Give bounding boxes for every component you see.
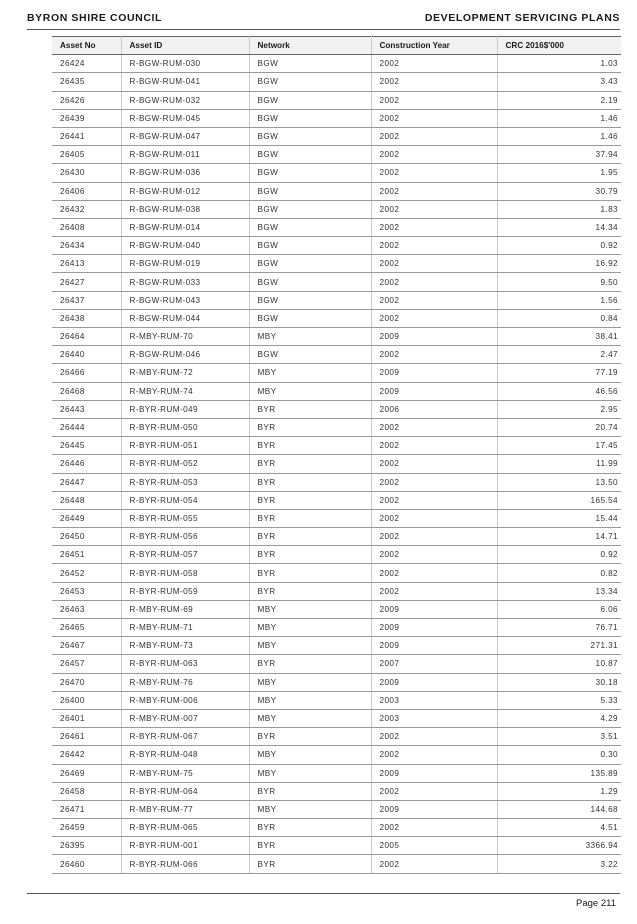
asset-id-cell: R-BYR-RUM-063 bbox=[121, 655, 249, 673]
construction-year-cell: 2009 bbox=[371, 800, 497, 818]
network-cell: MBY bbox=[249, 600, 371, 618]
crc-cell: 3366.94 bbox=[497, 837, 621, 855]
table-row bbox=[52, 382, 621, 400]
network-cell: BYR bbox=[249, 418, 371, 436]
column-header-network: Network bbox=[249, 37, 371, 55]
network-cell: MBY bbox=[249, 328, 371, 346]
network-cell: BGW bbox=[249, 218, 371, 236]
table-row bbox=[52, 328, 621, 346]
asset-id-cell: R-BGW-RUM-019 bbox=[121, 255, 249, 273]
construction-year-cell: 2002 bbox=[371, 273, 497, 291]
asset-id-cell: R-BYR-RUM-052 bbox=[121, 455, 249, 473]
network-cell: BYR bbox=[249, 837, 371, 855]
network-cell: BYR bbox=[249, 473, 371, 491]
network-cell: MBY bbox=[249, 637, 371, 655]
network-cell: BGW bbox=[249, 309, 371, 327]
asset-no-cell: 26451 bbox=[52, 546, 121, 564]
crc-cell: 2.47 bbox=[497, 346, 621, 364]
table-row bbox=[52, 637, 621, 655]
network-cell: BYR bbox=[249, 546, 371, 564]
asset-id-cell: R-MBY-RUM-70 bbox=[121, 328, 249, 346]
construction-year-cell: 2002 bbox=[371, 237, 497, 255]
asset-id-cell: R-BYR-RUM-064 bbox=[121, 782, 249, 800]
table-row bbox=[52, 418, 621, 436]
asset-id-cell: R-BYR-RUM-066 bbox=[121, 855, 249, 873]
asset-no-cell: 26463 bbox=[52, 600, 121, 618]
construction-year-cell: 2002 bbox=[371, 564, 497, 582]
network-cell: BYR bbox=[249, 582, 371, 600]
asset-id-cell: R-BGW-RUM-038 bbox=[121, 200, 249, 218]
construction-year-cell: 2002 bbox=[371, 418, 497, 436]
crc-cell: 38.41 bbox=[497, 328, 621, 346]
asset-id-cell: R-BGW-RUM-014 bbox=[121, 218, 249, 236]
table-row bbox=[52, 855, 621, 873]
construction-year-cell: 2009 bbox=[371, 328, 497, 346]
construction-year-cell: 2005 bbox=[371, 837, 497, 855]
crc-cell: 5.33 bbox=[497, 691, 621, 709]
construction-year-cell: 2002 bbox=[371, 473, 497, 491]
asset-id-cell: R-BGW-RUM-040 bbox=[121, 237, 249, 255]
network-cell: MBY bbox=[249, 746, 371, 764]
asset-id-cell: R-MBY-RUM-77 bbox=[121, 800, 249, 818]
construction-year-cell: 2002 bbox=[371, 509, 497, 527]
table-row bbox=[52, 619, 621, 637]
table-row bbox=[52, 709, 621, 727]
asset-table bbox=[52, 36, 621, 874]
construction-year-cell: 2002 bbox=[371, 182, 497, 200]
asset-no-cell: 26426 bbox=[52, 91, 121, 109]
crc-cell: 144.68 bbox=[497, 800, 621, 818]
construction-year-cell: 2002 bbox=[371, 146, 497, 164]
table-row bbox=[52, 364, 621, 382]
asset-no-cell: 26413 bbox=[52, 255, 121, 273]
table-row bbox=[52, 291, 621, 309]
document-title: DEVELOPMENT SERVICING PLANS bbox=[424, 12, 620, 24]
table-row bbox=[52, 600, 621, 618]
asset-no-cell: 26442 bbox=[52, 746, 121, 764]
network-cell: BGW bbox=[249, 127, 371, 145]
crc-cell: 13.50 bbox=[497, 473, 621, 491]
table-row bbox=[52, 509, 621, 527]
asset-no-cell: 26443 bbox=[52, 400, 121, 418]
crc-cell: 46.56 bbox=[497, 382, 621, 400]
construction-year-cell: 2002 bbox=[371, 455, 497, 473]
network-cell: MBY bbox=[249, 382, 371, 400]
construction-year-cell: 2002 bbox=[371, 819, 497, 837]
construction-year-cell: 2002 bbox=[371, 200, 497, 218]
crc-cell: 135.89 bbox=[497, 764, 621, 782]
table-row bbox=[52, 655, 621, 673]
crc-cell: 10.87 bbox=[497, 655, 621, 673]
asset-no-cell: 26444 bbox=[52, 418, 121, 436]
crc-cell: 0.30 bbox=[497, 746, 621, 764]
asset-no-cell: 26466 bbox=[52, 364, 121, 382]
asset-id-cell: R-BYR-RUM-001 bbox=[121, 837, 249, 855]
construction-year-cell: 2009 bbox=[371, 382, 497, 400]
construction-year-cell: 2002 bbox=[371, 546, 497, 564]
asset-no-cell: 26469 bbox=[52, 764, 121, 782]
network-cell: BGW bbox=[249, 164, 371, 182]
network-cell: BGW bbox=[249, 291, 371, 309]
construction-year-cell: 2009 bbox=[371, 619, 497, 637]
crc-cell: 1.83 bbox=[497, 200, 621, 218]
asset-no-cell: 26440 bbox=[52, 346, 121, 364]
asset-no-cell: 26441 bbox=[52, 127, 121, 145]
asset-id-cell: R-MBY-RUM-73 bbox=[121, 637, 249, 655]
asset-no-cell: 26434 bbox=[52, 237, 121, 255]
asset-id-cell: R-BYR-RUM-059 bbox=[121, 582, 249, 600]
construction-year-cell: 2002 bbox=[371, 728, 497, 746]
network-cell: MBY bbox=[249, 709, 371, 727]
asset-no-cell: 26432 bbox=[52, 200, 121, 218]
crc-cell: 9.50 bbox=[497, 273, 621, 291]
asset-id-cell: R-MBY-RUM-006 bbox=[121, 691, 249, 709]
table-row bbox=[52, 73, 621, 91]
network-cell: MBY bbox=[249, 800, 371, 818]
asset-no-cell: 26439 bbox=[52, 109, 121, 127]
asset-id-cell: R-BYR-RUM-065 bbox=[121, 819, 249, 837]
asset-no-cell: 26405 bbox=[52, 146, 121, 164]
column-header-construction-year: Construction Year bbox=[371, 37, 497, 55]
column-header-crc: CRC 2016$'000 bbox=[497, 37, 621, 55]
table-row bbox=[52, 91, 621, 109]
crc-cell: 0.82 bbox=[497, 564, 621, 582]
asset-id-cell: R-MBY-RUM-75 bbox=[121, 764, 249, 782]
construction-year-cell: 2007 bbox=[371, 655, 497, 673]
crc-cell: 14.71 bbox=[497, 528, 621, 546]
asset-no-cell: 26465 bbox=[52, 619, 121, 637]
table-row bbox=[52, 673, 621, 691]
construction-year-cell: 2002 bbox=[371, 255, 497, 273]
construction-year-cell: 2009 bbox=[371, 600, 497, 618]
construction-year-cell: 2009 bbox=[371, 637, 497, 655]
table-row bbox=[52, 473, 621, 491]
table-row bbox=[52, 182, 621, 200]
asset-no-cell: 26461 bbox=[52, 728, 121, 746]
asset-id-cell: R-BYR-RUM-057 bbox=[121, 546, 249, 564]
crc-cell: 3.43 bbox=[497, 73, 621, 91]
network-cell: MBY bbox=[249, 619, 371, 637]
network-cell: BYR bbox=[249, 509, 371, 527]
construction-year-cell: 2002 bbox=[371, 218, 497, 236]
asset-no-cell: 26448 bbox=[52, 491, 121, 509]
construction-year-cell: 2002 bbox=[371, 855, 497, 873]
asset-no-cell: 26438 bbox=[52, 309, 121, 327]
network-cell: BYR bbox=[249, 455, 371, 473]
table-row bbox=[52, 437, 621, 455]
asset-no-cell: 26453 bbox=[52, 582, 121, 600]
asset-id-cell: R-BYR-RUM-050 bbox=[121, 418, 249, 436]
asset-id-cell: R-BGW-RUM-011 bbox=[121, 146, 249, 164]
table-row bbox=[52, 273, 621, 291]
table-row bbox=[52, 200, 621, 218]
asset-id-cell: R-BGW-RUM-030 bbox=[121, 55, 249, 73]
construction-year-cell: 2006 bbox=[371, 400, 497, 418]
asset-no-cell: 26471 bbox=[52, 800, 121, 818]
construction-year-cell: 2002 bbox=[371, 346, 497, 364]
asset-id-cell: R-BGW-RUM-032 bbox=[121, 91, 249, 109]
crc-cell: 1.56 bbox=[497, 291, 621, 309]
crc-cell: 1.95 bbox=[497, 164, 621, 182]
construction-year-cell: 2002 bbox=[371, 309, 497, 327]
asset-no-cell: 26452 bbox=[52, 564, 121, 582]
construction-year-cell: 2009 bbox=[371, 764, 497, 782]
table-row bbox=[52, 346, 621, 364]
network-cell: BGW bbox=[249, 55, 371, 73]
table-row bbox=[52, 218, 621, 236]
crc-cell: 15.44 bbox=[497, 509, 621, 527]
table-row bbox=[52, 127, 621, 145]
construction-year-cell: 2002 bbox=[371, 109, 497, 127]
asset-no-cell: 26401 bbox=[52, 709, 121, 727]
construction-year-cell: 2009 bbox=[371, 364, 497, 382]
asset-id-cell: R-MBY-RUM-69 bbox=[121, 600, 249, 618]
asset-id-cell: R-BYR-RUM-051 bbox=[121, 437, 249, 455]
crc-cell: 4.29 bbox=[497, 709, 621, 727]
asset-id-cell: R-BYR-RUM-054 bbox=[121, 491, 249, 509]
asset-no-cell: 26430 bbox=[52, 164, 121, 182]
construction-year-cell: 2002 bbox=[371, 528, 497, 546]
table-row bbox=[52, 491, 621, 509]
column-header-asset-no: Asset No bbox=[52, 37, 121, 55]
crc-cell: 6.06 bbox=[497, 600, 621, 618]
table-row bbox=[52, 564, 621, 582]
asset-id-cell: R-BGW-RUM-036 bbox=[121, 164, 249, 182]
network-cell: BYR bbox=[249, 400, 371, 418]
asset-id-cell: R-BGW-RUM-046 bbox=[121, 346, 249, 364]
crc-cell: 3.22 bbox=[497, 855, 621, 873]
asset-id-cell: R-BYR-RUM-049 bbox=[121, 400, 249, 418]
asset-id-cell: R-BGW-RUM-044 bbox=[121, 309, 249, 327]
table-row bbox=[52, 400, 621, 418]
network-cell: BYR bbox=[249, 491, 371, 509]
asset-no-cell: 26447 bbox=[52, 473, 121, 491]
network-cell: BYR bbox=[249, 437, 371, 455]
asset-id-cell: R-BGW-RUM-045 bbox=[121, 109, 249, 127]
construction-year-cell: 2002 bbox=[371, 437, 497, 455]
network-cell: BGW bbox=[249, 73, 371, 91]
asset-id-cell: R-MBY-RUM-76 bbox=[121, 673, 249, 691]
crc-cell: 14.34 bbox=[497, 218, 621, 236]
construction-year-cell: 2003 bbox=[371, 691, 497, 709]
table-row bbox=[52, 237, 621, 255]
header-divider bbox=[27, 29, 620, 30]
network-cell: BYR bbox=[249, 819, 371, 837]
construction-year-cell: 2002 bbox=[371, 746, 497, 764]
crc-cell: 77.19 bbox=[497, 364, 621, 382]
table-row bbox=[52, 782, 621, 800]
construction-year-cell: 2002 bbox=[371, 127, 497, 145]
asset-no-cell: 26470 bbox=[52, 673, 121, 691]
network-cell: BYR bbox=[249, 855, 371, 873]
network-cell: MBY bbox=[249, 673, 371, 691]
asset-no-cell: 26460 bbox=[52, 855, 121, 873]
construction-year-cell: 2002 bbox=[371, 73, 497, 91]
table-row bbox=[52, 146, 621, 164]
asset-no-cell: 26464 bbox=[52, 328, 121, 346]
construction-year-cell: 2002 bbox=[371, 491, 497, 509]
construction-year-cell: 2002 bbox=[371, 55, 497, 73]
network-cell: BGW bbox=[249, 237, 371, 255]
construction-year-cell: 2002 bbox=[371, 91, 497, 109]
network-cell: BYR bbox=[249, 655, 371, 673]
asset-id-cell: R-BGW-RUM-047 bbox=[121, 127, 249, 145]
organization-name: BYRON SHIRE COUNCIL bbox=[27, 12, 163, 24]
asset-id-cell: R-BGW-RUM-043 bbox=[121, 291, 249, 309]
crc-cell: 0.92 bbox=[497, 546, 621, 564]
crc-cell: 2.19 bbox=[497, 91, 621, 109]
asset-id-cell: R-BGW-RUM-041 bbox=[121, 73, 249, 91]
crc-cell: 16.92 bbox=[497, 255, 621, 273]
construction-year-cell: 2002 bbox=[371, 782, 497, 800]
network-cell: MBY bbox=[249, 364, 371, 382]
table-row bbox=[52, 455, 621, 473]
table-header-row bbox=[52, 37, 621, 55]
table-row bbox=[52, 746, 621, 764]
column-header-asset-id: Asset ID bbox=[121, 37, 249, 55]
crc-cell: 3.51 bbox=[497, 728, 621, 746]
construction-year-cell: 2003 bbox=[371, 709, 497, 727]
crc-cell: 1.46 bbox=[497, 109, 621, 127]
asset-id-cell: R-BYR-RUM-055 bbox=[121, 509, 249, 527]
table-row bbox=[52, 582, 621, 600]
network-cell: BGW bbox=[249, 182, 371, 200]
network-cell: BGW bbox=[249, 91, 371, 109]
table-row bbox=[52, 55, 621, 73]
table-row bbox=[52, 255, 621, 273]
asset-id-cell: R-BYR-RUM-067 bbox=[121, 728, 249, 746]
table-body bbox=[52, 55, 621, 873]
crc-cell: 17.45 bbox=[497, 437, 621, 455]
footer-divider bbox=[27, 893, 620, 894]
crc-cell: 271.31 bbox=[497, 637, 621, 655]
asset-no-cell: 26427 bbox=[52, 273, 121, 291]
asset-id-cell: R-BGW-RUM-012 bbox=[121, 182, 249, 200]
table-row bbox=[52, 546, 621, 564]
asset-id-cell: R-MBY-RUM-74 bbox=[121, 382, 249, 400]
table-row bbox=[52, 819, 621, 837]
asset-no-cell: 26424 bbox=[52, 55, 121, 73]
table-row bbox=[52, 837, 621, 855]
table-row bbox=[52, 691, 621, 709]
crc-cell: 13.34 bbox=[497, 582, 621, 600]
table-row bbox=[52, 800, 621, 818]
crc-cell: 1.03 bbox=[497, 55, 621, 73]
network-cell: BYR bbox=[249, 728, 371, 746]
construction-year-cell: 2009 bbox=[371, 673, 497, 691]
asset-no-cell: 26457 bbox=[52, 655, 121, 673]
crc-cell: 76.71 bbox=[497, 619, 621, 637]
asset-id-cell: R-MBY-RUM-007 bbox=[121, 709, 249, 727]
network-cell: BGW bbox=[249, 273, 371, 291]
page-number: Page 211 bbox=[576, 898, 616, 909]
network-cell: BYR bbox=[249, 528, 371, 546]
asset-no-cell: 26437 bbox=[52, 291, 121, 309]
crc-cell: 165.54 bbox=[497, 491, 621, 509]
table-row bbox=[52, 764, 621, 782]
asset-no-cell: 26446 bbox=[52, 455, 121, 473]
network-cell: MBY bbox=[249, 691, 371, 709]
network-cell: BGW bbox=[249, 146, 371, 164]
page-header bbox=[27, 9, 620, 27]
network-cell: BGW bbox=[249, 255, 371, 273]
network-cell: BGW bbox=[249, 109, 371, 127]
construction-year-cell: 2002 bbox=[371, 582, 497, 600]
asset-no-cell: 26406 bbox=[52, 182, 121, 200]
asset-no-cell: 26445 bbox=[52, 437, 121, 455]
asset-id-cell: R-MBY-RUM-72 bbox=[121, 364, 249, 382]
network-cell: BYR bbox=[249, 564, 371, 582]
crc-cell: 30.18 bbox=[497, 673, 621, 691]
asset-id-cell: R-MBY-RUM-71 bbox=[121, 619, 249, 637]
crc-cell: 2.95 bbox=[497, 400, 621, 418]
crc-cell: 11.99 bbox=[497, 455, 621, 473]
table-row bbox=[52, 728, 621, 746]
crc-cell: 4.51 bbox=[497, 819, 621, 837]
crc-cell: 1.29 bbox=[497, 782, 621, 800]
asset-no-cell: 26449 bbox=[52, 509, 121, 527]
table-row bbox=[52, 309, 621, 327]
asset-no-cell: 26400 bbox=[52, 691, 121, 709]
construction-year-cell: 2002 bbox=[371, 291, 497, 309]
crc-cell: 0.84 bbox=[497, 309, 621, 327]
crc-cell: 0.92 bbox=[497, 237, 621, 255]
network-cell: MBY bbox=[249, 764, 371, 782]
table-row bbox=[52, 109, 621, 127]
asset-no-cell: 26468 bbox=[52, 382, 121, 400]
asset-no-cell: 26395 bbox=[52, 837, 121, 855]
construction-year-cell: 2002 bbox=[371, 164, 497, 182]
asset-no-cell: 26458 bbox=[52, 782, 121, 800]
network-cell: BGW bbox=[249, 346, 371, 364]
asset-id-cell: R-BYR-RUM-048 bbox=[121, 746, 249, 764]
crc-cell: 1.46 bbox=[497, 127, 621, 145]
asset-no-cell: 26459 bbox=[52, 819, 121, 837]
asset-id-cell: R-BGW-RUM-033 bbox=[121, 273, 249, 291]
crc-cell: 20.74 bbox=[497, 418, 621, 436]
asset-no-cell: 26467 bbox=[52, 637, 121, 655]
network-cell: BYR bbox=[249, 782, 371, 800]
asset-id-cell: R-BYR-RUM-053 bbox=[121, 473, 249, 491]
crc-cell: 37.94 bbox=[497, 146, 621, 164]
asset-no-cell: 26408 bbox=[52, 218, 121, 236]
table-row bbox=[52, 164, 621, 182]
network-cell: BGW bbox=[249, 200, 371, 218]
crc-cell: 30.79 bbox=[497, 182, 621, 200]
asset-no-cell: 26450 bbox=[52, 528, 121, 546]
asset-id-cell: R-BYR-RUM-058 bbox=[121, 564, 249, 582]
table-row bbox=[52, 528, 621, 546]
asset-id-cell: R-BYR-RUM-056 bbox=[121, 528, 249, 546]
asset-no-cell: 26435 bbox=[52, 73, 121, 91]
